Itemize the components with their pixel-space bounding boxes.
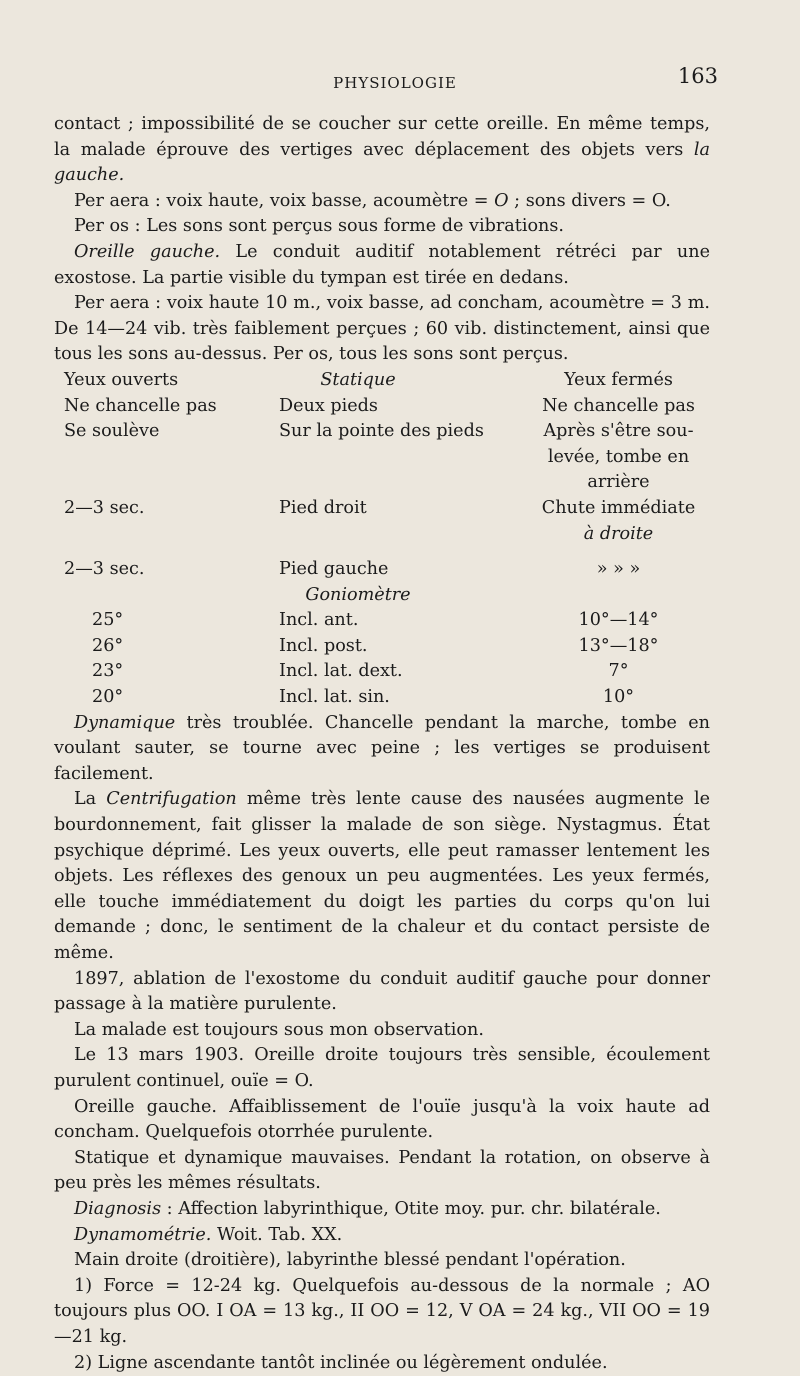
- italic-span: O: [494, 191, 508, 211]
- table-cell-c1: Yeux ouverts: [54, 368, 279, 394]
- text-span: Le 13 mars 1903. Oreille droite toujours très sensible, écoulement purulent continuel, ouïe = O.: [54, 1045, 710, 1091]
- table-cell-c1: [54, 470, 279, 496]
- table-cell-c3: à droite: [527, 522, 710, 548]
- table-cell-c1: 26°: [54, 634, 279, 660]
- running-title: PHYSIOLOGIE: [60, 74, 730, 92]
- table-cell-c1: Ne chancelle pas: [54, 394, 279, 420]
- table-cell-c1: [54, 522, 279, 548]
- statique-table: [54, 368, 710, 711]
- italic-span: Dynamométrie.: [74, 1225, 211, 1245]
- table-cell-c3: Chute immédiate: [527, 496, 710, 522]
- table-cell-c2: Incl. ant.: [279, 608, 527, 634]
- paragraph: [54, 787, 710, 966]
- italic-span: Oreille gauche.: [74, 242, 220, 262]
- text-span: Per aera : voix haute 10 m., voix basse, ad concham, acoumètre = 3 m. De 14—24 vib. très faiblement perçues ; 60 vib. distinctement, ainsi que tous les sons au-dessus. Per os, tous les sons sont perçus.: [54, 293, 710, 364]
- paragraph: [54, 1351, 710, 1376]
- paragraph: [54, 711, 710, 788]
- table-cell-c3: 13°—18°: [527, 634, 710, 660]
- paragraph: [54, 240, 710, 291]
- table-cell-c3: 7°: [527, 659, 710, 685]
- paragraph: [54, 291, 710, 368]
- paragraph: [54, 967, 710, 1018]
- text-span: très troublée. Chancelle pendant la marche, tombe en voulant sauter, se tourne avec peine ; les vertiges se produisent facilement.: [54, 713, 710, 784]
- table-cell-c1: 20°: [54, 685, 279, 711]
- paragraph: [54, 1146, 710, 1197]
- text-span: contact ; impossibilité de se coucher sur cette oreille. En même temps, la malade éprouve des vertiges avec déplacement des objets vers: [54, 114, 710, 160]
- table-cell-c1: 23°: [54, 659, 279, 685]
- text-span: ; sons divers = O.: [509, 191, 671, 211]
- paragraph: [54, 1223, 710, 1249]
- text-span: même très lente cause des nausées augmente le bourdonnement, fait glisser la malade de son siège. Nystagmus. État psychique déprimé. Les yeux ouverts, elle peut ramasser lentement les objets. Les réflexes des genoux un peu augmentées. Les yeux fermés, elle touche immédiatement du doigt les parties du corps qu'on lui demande ; donc, le sentiment de la chaleur et du contact persiste de même.: [54, 789, 710, 963]
- text-span: 1897, ablation de l'exostome du conduit auditif gauche pour donner passage à la matière purulente.: [54, 969, 710, 1015]
- table-cell-c1: 2—3 sec.: [54, 557, 279, 583]
- table-gap: [54, 547, 710, 557]
- text-span: La malade est toujours sous mon observation.: [74, 1020, 484, 1040]
- paragraph: [54, 112, 710, 189]
- table-cell-c1: 2—3 sec.: [54, 496, 279, 522]
- paragraph: [54, 1043, 710, 1094]
- italic-span: Centrifugation: [106, 789, 237, 809]
- paragraph: [54, 1274, 710, 1351]
- table-cell-c2: Statique: [279, 368, 527, 394]
- text-span: 2) Ligne ascendante tantôt inclinée ou légèrement ondulée.: [74, 1353, 608, 1373]
- italic-span: Dynamique: [74, 713, 175, 733]
- table-cell-c3: 10°: [527, 685, 710, 711]
- text-span: Per os : Les sons sont perçus sous forme de vibrations.: [74, 216, 564, 236]
- paragraphs-top: [54, 112, 710, 368]
- italic-span: la gauche.: [54, 140, 710, 186]
- table-cell-c2: [279, 445, 527, 471]
- table-cell-c2: Incl. lat. dext.: [279, 659, 527, 685]
- table-cell-c2: Pied gauche: [279, 557, 527, 583]
- table-cell-c1: Se soulève: [54, 419, 279, 445]
- text-span: Le conduit auditif notablement rétréci par une exostose. La partie visible du tympan est tirée en dedans.: [54, 242, 710, 288]
- text-span: Per aera : voix haute, voix basse, acoumètre =: [74, 191, 494, 211]
- text-span: Oreille gauche. Affaiblissement de l'ouïe jusqu'à la voix haute ad concham. Quelquefois otorrhée purulente.: [54, 1097, 710, 1143]
- paragraph: [54, 1248, 710, 1274]
- paragraph: [54, 1018, 710, 1044]
- paragraph: [54, 214, 710, 240]
- table-cell-c2: [279, 470, 527, 496]
- running-head: [60, 62, 730, 96]
- table-cell-c1: 25°: [54, 608, 279, 634]
- italic-span: Diagnosis: [74, 1199, 161, 1219]
- table-cell-c2: [279, 522, 527, 548]
- paragraph: [54, 189, 710, 215]
- text-span: Woit. Tab. XX.: [211, 1225, 342, 1245]
- table-cell-c1: [54, 583, 279, 609]
- text-span: La: [74, 789, 106, 809]
- page-number: 163: [678, 64, 718, 88]
- table-cell-c3: 10°—14°: [527, 608, 710, 634]
- table-cell-c2: Deux pieds: [279, 394, 527, 420]
- table-cell-c3: levée, tombe en: [527, 445, 710, 471]
- paragraph: [54, 1197, 710, 1223]
- paragraphs-bottom: [54, 711, 710, 1376]
- table-cell-c3: » » »: [527, 557, 710, 583]
- text-span: : Affection labyrinthique, Otite moy. pur. chr. bilatérale.: [161, 1199, 661, 1219]
- text-span: Main droite (droitière), labyrinthe blessé pendant l'opération.: [74, 1250, 626, 1270]
- table-cell-c3: Yeux fermés: [527, 368, 710, 394]
- table-cell-c3: arrière: [527, 470, 710, 496]
- table-cell-c2: Sur la pointe des pieds: [279, 419, 527, 445]
- table-cell-c2: Incl. lat. sin.: [279, 685, 527, 711]
- table-cell-c3: Ne chancelle pas: [527, 394, 710, 420]
- table-cell-c2: Goniomètre: [279, 583, 527, 609]
- text-span: Statique et dynamique mauvaises. Pendant la rotation, on observe à peu près les mêmes résultats.: [54, 1148, 710, 1194]
- text-span: 1) Force = 12-24 kg. Quelquefois au-dessous de la normale ; AO toujours plus OO. I OA = 13 kg., II OO = 12, V OA = 24 kg., VII OO = 19—21 kg.: [54, 1276, 710, 1347]
- paragraph: [54, 1095, 710, 1146]
- table-cell-c2: Pied droit: [279, 496, 527, 522]
- table-cell-c1: [54, 445, 279, 471]
- table-cell-c3: Après s'être sou-: [527, 419, 710, 445]
- body-text: [54, 112, 710, 1376]
- table-cell-c3: [527, 583, 710, 609]
- table-cell-c2: Incl. post.: [279, 634, 527, 660]
